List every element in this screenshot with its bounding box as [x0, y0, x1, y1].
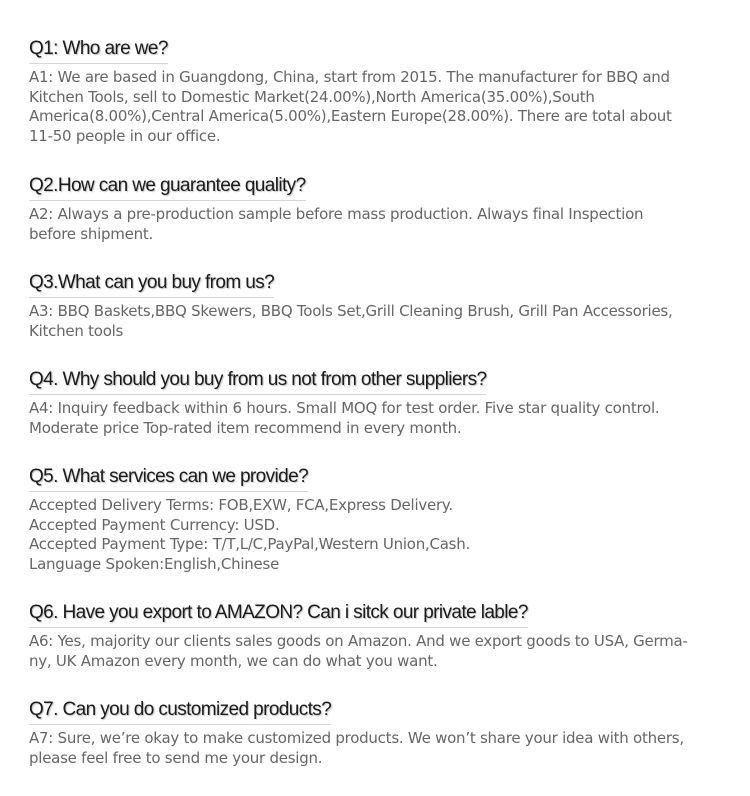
faq-item-4: [29, 369, 729, 438]
answer-text: [29, 205, 729, 244]
answer-line: America(8.00%),Central America(5.00%),Eastern Europe(28.00%). There are total about: [29, 107, 672, 126]
answer-line: A7: Sure, we’re okay to make customized products. We won’t share your idea with others,: [29, 729, 684, 747]
faq-item-1: [29, 38, 729, 146]
answer-line: Kitchen Tools, sell to Domestic Market(24.00%),North America(35.00%),South: [29, 87, 595, 106]
answer-line: A3: BBQ Baskets,BBQ Skewers, BBQ Tools Set,Grill Cleaning Brush, Grill Pan Accessories,: [29, 302, 673, 320]
answer-line: Accepted Payment Type: T/T,L/C,PayPal,Western Union,Cash.: [29, 535, 470, 554]
answer-line: Moderate price Top-rated item recommend in every month.: [29, 418, 462, 437]
faq-item-2: [29, 175, 729, 244]
faq-item-7: [29, 699, 729, 768]
faq-item-5: [29, 466, 729, 574]
question-heading: Q6. Have you export to AMAZON? Can i sitck our private lable?: [29, 602, 528, 628]
answer-line: 11-50 people in our office.: [29, 126, 221, 145]
answer-text: [29, 399, 729, 438]
answer-line: Accepted Delivery Terms: FOB,EXW, FCA,Express Delivery.: [29, 496, 453, 514]
answer-line: before shipment.: [29, 224, 154, 243]
answer-text: [29, 302, 729, 341]
answer-line: A1: We are based in Guangdong, China, start from 2015. The manufacturer for BBQ and: [29, 68, 670, 86]
faq-item-6: [29, 602, 729, 671]
answer-line: A4: Inquiry feedback within 6 hours. Small MOQ for test order. Five star quality control.: [29, 399, 660, 417]
answer-line: please feel free to send me your design.: [29, 748, 323, 767]
answer-line: Accepted Payment Currency: USD.: [29, 515, 280, 534]
question-heading: Q4. Why should you buy from us not from other suppliers?: [29, 369, 486, 395]
question-heading: Q2.How can we guarantee quality?: [29, 175, 306, 201]
answer-line: ny, UK Amazon every month, we can do what you want.: [29, 651, 438, 670]
answer-line: A6: Yes, majority our clients sales goods on Amazon. And we export goods to USA, Germa-: [29, 632, 688, 650]
answer-line: A2: Always a pre-production sample before mass production. Always final Inspection: [29, 205, 644, 223]
answer-text: [29, 496, 729, 574]
question-heading: Q5. What services can we provide?: [29, 466, 308, 492]
answer-text: [29, 632, 729, 671]
answer-line: Language Spoken:English,Chinese: [29, 554, 280, 573]
question-heading: Q1: Who are we?: [29, 38, 168, 64]
answer-text: [29, 68, 729, 146]
question-heading: Q7. Can you do customized products?: [29, 699, 331, 725]
answer-text: [29, 729, 729, 768]
answer-line: Kitchen tools: [29, 321, 124, 340]
faq-item-3: [29, 272, 729, 341]
question-heading: Q3.What can you buy from us?: [29, 272, 274, 298]
